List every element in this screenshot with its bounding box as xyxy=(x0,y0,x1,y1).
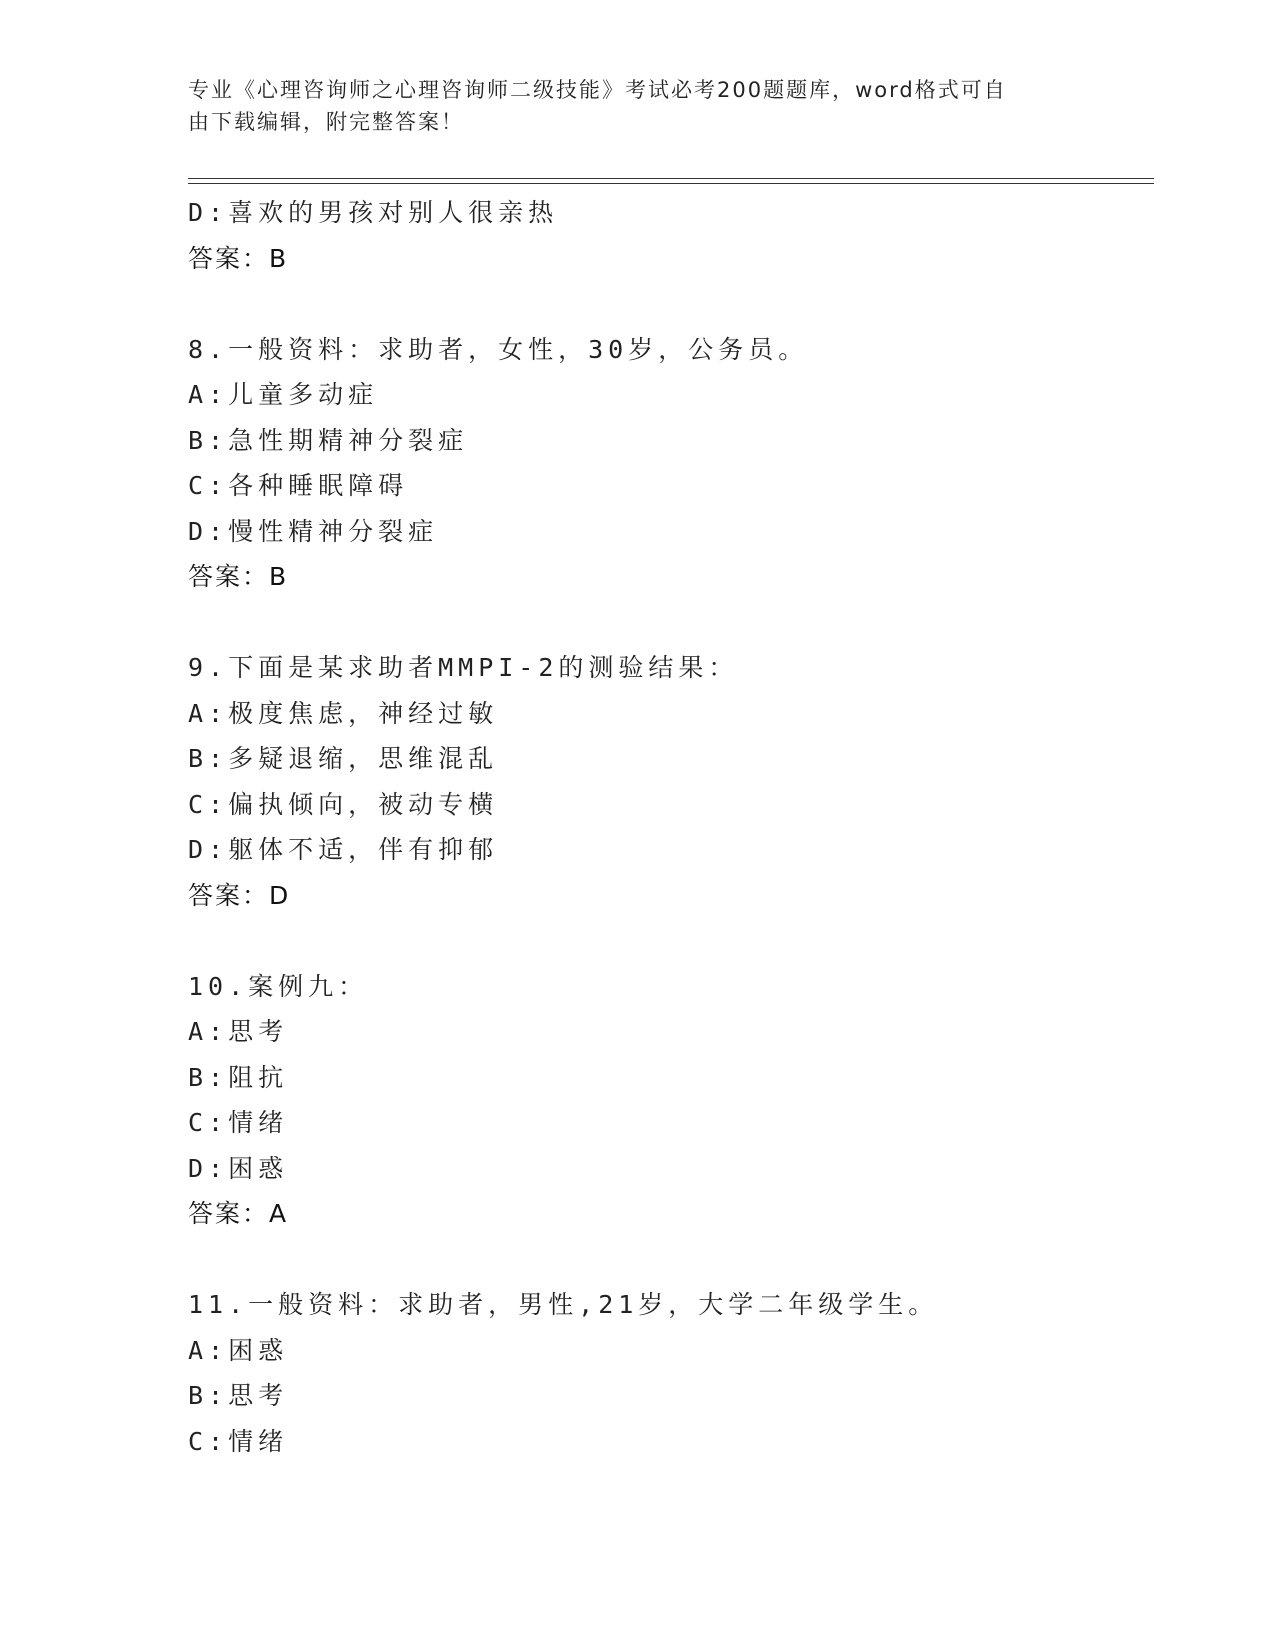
option-line xyxy=(188,782,1148,828)
option-line xyxy=(188,463,1148,509)
option-line xyxy=(188,1373,1148,1419)
option-key: C: xyxy=(188,789,229,819)
question-spacer xyxy=(188,918,1148,964)
option-key: B: xyxy=(188,1062,229,1092)
question-spacer xyxy=(188,1237,1148,1283)
option-key: B: xyxy=(188,425,229,455)
option-line xyxy=(188,1100,1148,1146)
option-text: 多疑退缩，思维混乱 xyxy=(228,744,499,773)
question-stem: 9.下面是某求助者MMPI-2的测验结果： xyxy=(188,653,739,682)
option-text: 思考 xyxy=(228,1017,289,1046)
option-line xyxy=(188,1328,1148,1374)
option-text: 情绪 xyxy=(228,1108,289,1137)
header-line-2: 由下载编辑，附完整答案！ xyxy=(188,110,464,134)
answer-line: 答案：B xyxy=(188,243,289,273)
document-header xyxy=(188,74,1068,138)
option-key: B: xyxy=(188,1381,229,1410)
option-line xyxy=(188,1009,1148,1055)
option-text: 急性期精神分裂症 xyxy=(228,425,469,455)
option-key: D: xyxy=(188,835,229,864)
question-spacer xyxy=(188,600,1148,646)
option-key: D: xyxy=(188,1153,229,1183)
option-line xyxy=(188,372,1148,418)
option-text: 慢性精神分裂症 xyxy=(228,516,439,546)
option-key: C: xyxy=(188,1108,229,1137)
answer-line: 答案：D xyxy=(188,880,291,910)
option-text: 躯体不适，伴有抑郁 xyxy=(228,835,499,864)
option-text: 困惑 xyxy=(228,1153,289,1183)
option-text: 各种睡眠障碍 xyxy=(228,471,409,500)
option-key: C: xyxy=(188,471,229,500)
option-line xyxy=(188,691,1148,737)
option-key: A: xyxy=(188,380,229,409)
option-line xyxy=(188,1419,1148,1465)
option-text: 喜欢的男孩对别人很亲热 xyxy=(228,198,559,227)
option-line xyxy=(188,509,1148,555)
option-line xyxy=(188,1055,1148,1101)
option-text: 阻抗 xyxy=(228,1062,289,1092)
header-divider-top xyxy=(188,178,1154,179)
option-line xyxy=(188,1146,1148,1192)
option-text: 困惑 xyxy=(228,1335,289,1365)
option-text: 儿童多动症 xyxy=(228,380,379,409)
option-key: B: xyxy=(188,744,229,773)
question-spacer xyxy=(188,281,1148,327)
option-text: 偏执倾向，被动专横 xyxy=(228,789,499,819)
option-key: D: xyxy=(188,198,229,227)
option-key: C: xyxy=(188,1426,229,1456)
answer-line: 答案：B xyxy=(188,562,289,591)
option-line xyxy=(188,736,1148,782)
option-key: D: xyxy=(188,516,229,546)
option-text: 极度焦虑，神经过敏 xyxy=(228,698,499,728)
option-key: A: xyxy=(188,698,229,728)
option-line xyxy=(188,418,1148,464)
question-stem: 10.案例九： xyxy=(188,971,369,1001)
option-line xyxy=(188,190,1148,236)
question-stem: 8.一般资料：求助者，女性，30岁，公务员。 xyxy=(188,334,809,364)
option-text: 思考 xyxy=(228,1381,289,1410)
option-key: A: xyxy=(188,1335,229,1365)
question-stem: 11.一般资料：求助者，男性,21岁，大学二年级学生。 xyxy=(188,1290,939,1319)
question-list xyxy=(188,190,1148,1464)
header-divider-bottom xyxy=(188,183,1154,184)
header-line-1: 专业《心理咨询师之心理咨询师二级技能》考试必考200题题库，word格式可自 xyxy=(188,78,1007,102)
option-line xyxy=(188,827,1148,873)
option-key: A: xyxy=(188,1017,229,1046)
option-text: 情绪 xyxy=(228,1426,289,1456)
answer-line: 答案：A xyxy=(188,1199,289,1228)
